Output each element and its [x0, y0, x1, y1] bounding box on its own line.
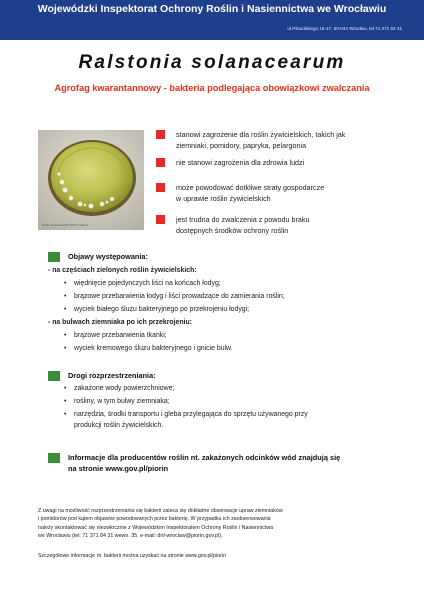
bullet-icon: •	[64, 398, 67, 405]
info-line: Informacje dla producentów roślin nt. zakażonych odcinków wód znajdują się	[68, 453, 341, 462]
bullet-icon: •	[64, 280, 67, 287]
footer-line: Z uwagi na możliwość rozprzestrzeniania się bakterii zaleca się dokładne obserwacje upraw ziemniaków	[38, 508, 283, 514]
fact-line: dostępnych środków ochrony roślin	[176, 226, 289, 235]
fact-line: nie stanowi zagrożenia dla zdrowia ludzi	[176, 158, 305, 167]
fact-line: ziemniaki, pomidory, papryka, pelargonia	[176, 141, 307, 150]
tuber-cross-section-image	[38, 130, 144, 230]
footer-more-info: Szczegółowe informacje nt. bakterii można uzyskać na stronie www.gov.pl/piorin	[38, 553, 227, 559]
header-title: Wojewódzki Inspektorat Ochrony Roślin i Nasiennictwa we Wrocławiu	[37, 3, 387, 15]
fact-line: jest trudna do zwalczenia z powodu braku	[176, 215, 310, 224]
bullet-icon: •	[64, 385, 67, 392]
fact-text	[176, 157, 408, 168]
document-subtitle: Agrofag kwarantannowy - bakteria podlegająca obowiązkowi zwalczania	[54, 83, 370, 93]
symptom-item: brązowe przebarwienia tkanki;	[74, 332, 167, 339]
bullet-icon: •	[64, 306, 67, 313]
fact-line: może powodować dotkliwe straty gospodarcze	[176, 183, 325, 192]
fact-text	[176, 214, 408, 236]
info-line: na stronie www.gov.pl/piorin	[68, 464, 169, 473]
bullet-icon: •	[64, 293, 67, 300]
document-title: Ralstonia solanacearum	[78, 52, 346, 73]
symptom-item: więdnięcie pojedynczych liści na końcach łodyg;	[74, 280, 221, 287]
green-square-icon	[48, 371, 60, 381]
symptom-item: wyciek kremowego śluzu bakteryjnego i gnicie bulw.	[74, 345, 233, 352]
spread-heading: Drogi rozprzestrzeniania:	[68, 371, 156, 380]
infected-tuber-photo	[38, 130, 144, 230]
footer-line: i pomidorów pod kątem objawów powodowanych przez bakterię. W przypadku ich zaobserwowania	[38, 516, 271, 523]
red-square-icon	[156, 215, 165, 224]
green-square-icon	[48, 453, 60, 463]
header-bar	[0, 0, 424, 40]
red-square-icon	[156, 130, 165, 139]
green-parts-intro: - na częściach zielonych roślin żywicielskich:	[48, 267, 197, 274]
symptoms-heading: Objawy występowania:	[68, 252, 148, 261]
fact-text	[176, 129, 408, 151]
spread-item-continuation: produkcji roślin żywicielskich.	[74, 422, 164, 429]
footer-paragraph	[38, 507, 388, 541]
footer-line: należy skontaktować się niezwłocznie z Wojewódzkim Inspektoratem Ochrony Roślin i Nasiennictwa	[38, 524, 274, 531]
bullet-icon: •	[64, 411, 67, 418]
spread-item: rośliny, w tym bulwy ziemniaka;	[74, 398, 170, 405]
spread-item: narzędzia, środki transportu i gleba przylegająca do sprzętu używanego przy	[74, 411, 308, 418]
bullet-icon: •	[64, 345, 67, 352]
footer-line: we Wrocławiu (tel: 71 371 84 31 wewn. 35, e-mail: dnf-wroclaw@piorin.gov.pl).	[38, 533, 223, 540]
fact-text	[176, 182, 408, 204]
fact-line: stanowi zagrożenie dla roślin żywicielskich, takich jak	[176, 130, 346, 139]
photo-caption: Źródło: Fotobank EPPO (EPPO Gallery)	[42, 224, 89, 227]
symptom-item: wyciek białego śluzu bakteryjnego po przekrojeniu łodygi;	[74, 306, 250, 313]
red-square-icon	[156, 158, 165, 167]
bullet-icon: •	[64, 332, 67, 339]
green-square-icon	[48, 252, 60, 262]
info-text	[68, 452, 388, 474]
fact-line: w uprawie roślin żywicielskich	[176, 194, 271, 203]
spread-item: zakażone wody powierzchniowe;	[74, 385, 175, 392]
symptom-item: brązowe przebarwienia łodyg i liści prowadzące do zamierania roślin;	[74, 293, 285, 300]
red-square-icon	[156, 183, 165, 192]
header-address: ul.Piłsudskiego 15-17, 50-044 Wrocław, tel.71 371 84 31	[287, 26, 402, 31]
tubers-intro: - na bulwach ziemniaka po ich przekrojeniu:	[48, 319, 192, 326]
